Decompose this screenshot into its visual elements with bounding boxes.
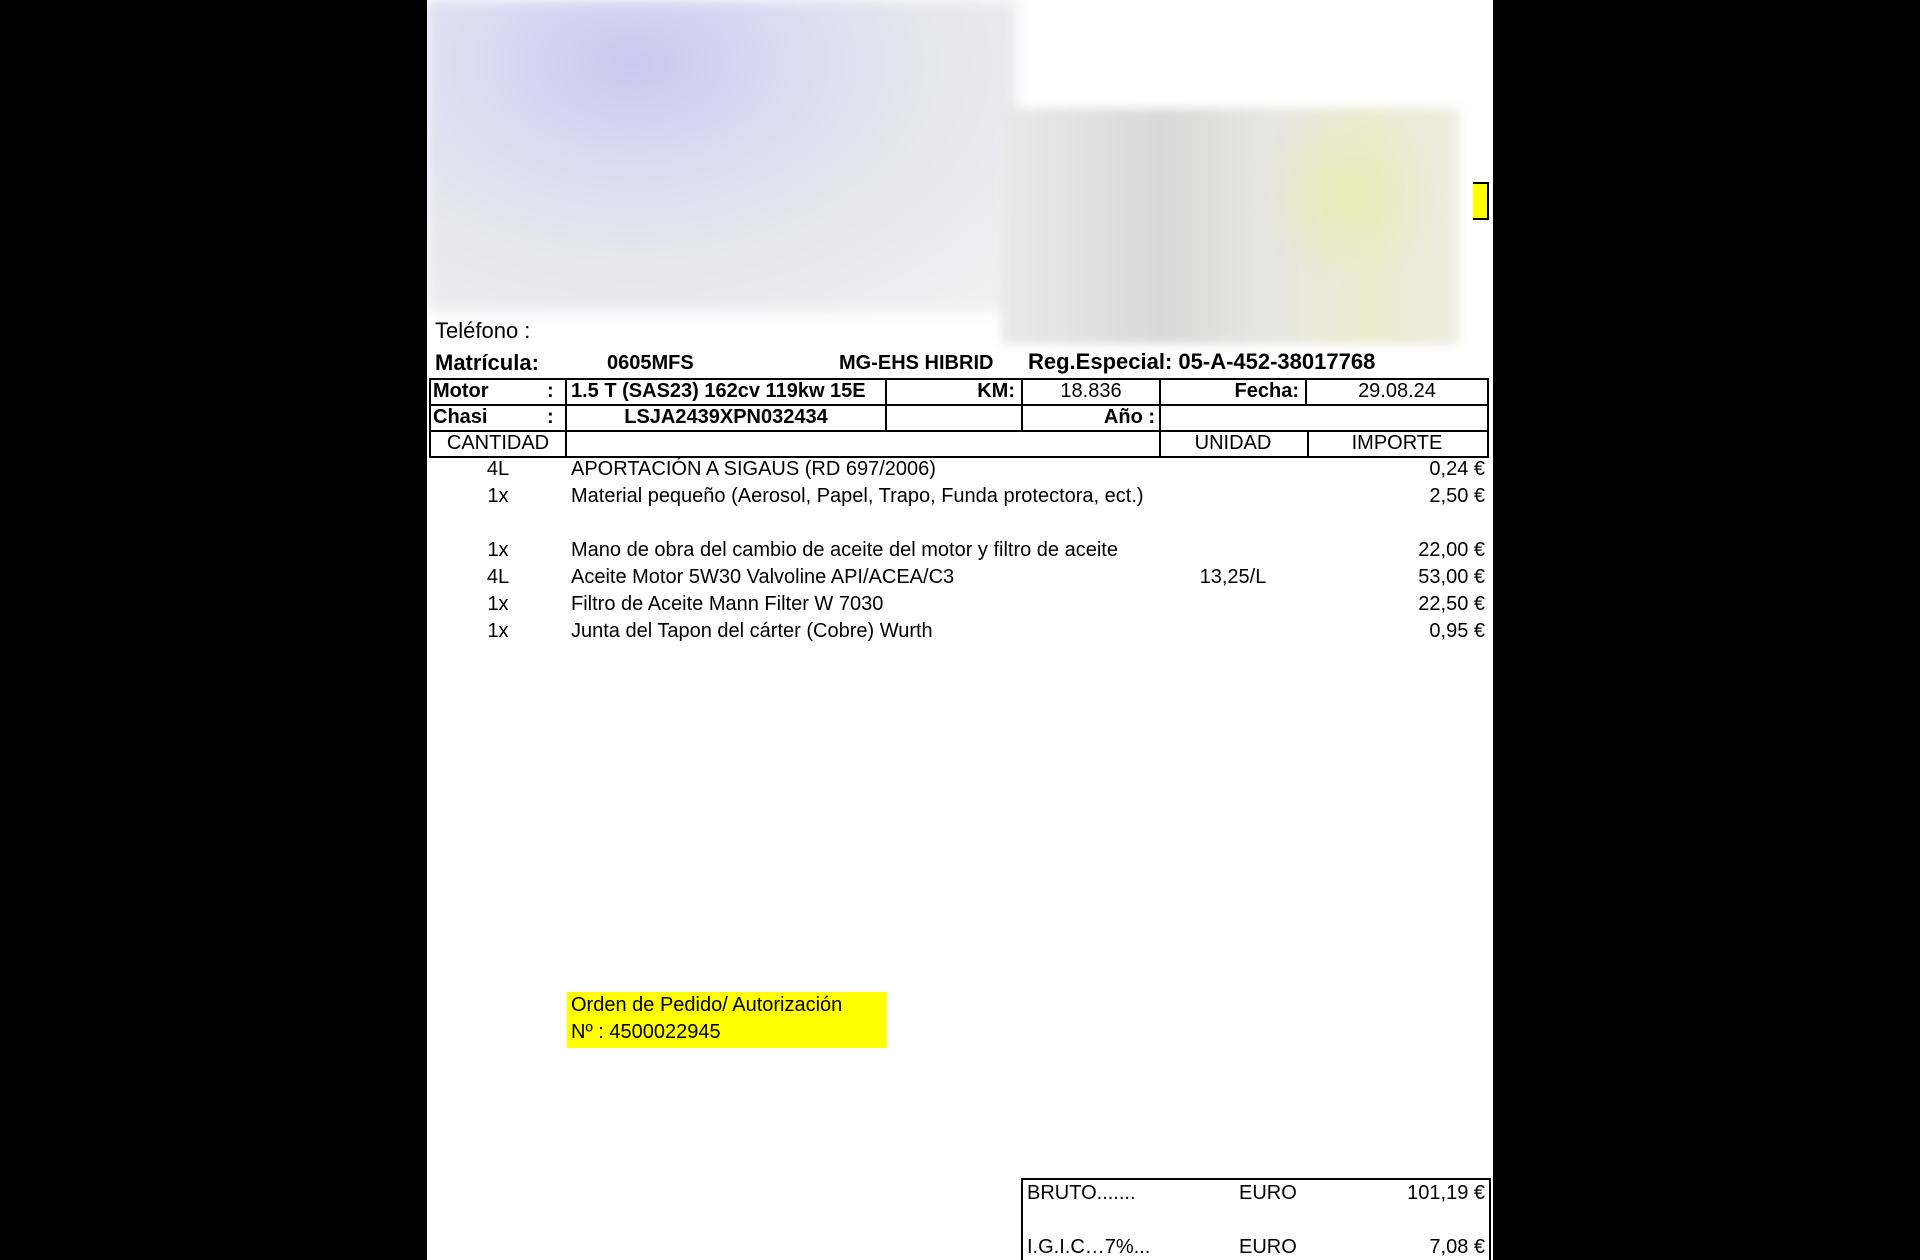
item-amount: 0,24 € <box>1429 458 1485 480</box>
item-qty: 4L <box>486 458 510 480</box>
item-description: Aceite Motor 5W30 Valvoline API/ACEA/C3 <box>571 566 955 588</box>
igic-currency: EURO <box>1239 1236 1297 1258</box>
item-qty: 1x <box>487 593 509 615</box>
bruto-currency: EURO <box>1239 1182 1297 1204</box>
reg-especial: Reg.Especial: 05-A-452-38017768 <box>1028 349 1376 374</box>
item-qty: 1x <box>487 620 509 642</box>
item-amount: 22,00 € <box>1418 539 1485 561</box>
vehicle-model: MG-EHS HIBRID <box>839 352 994 374</box>
invoice-page <box>427 0 1493 1260</box>
order-line-2: Nº : 4500022945 <box>571 1021 721 1043</box>
bruto-label: BRUTO....... <box>1027 1182 1136 1204</box>
header-unidad: UNIDAD <box>1194 432 1272 454</box>
header-cantidad: CANTIDAD <box>446 432 550 454</box>
item-description: Filtro de Aceite Mann Filter W 7030 <box>571 593 884 615</box>
motor-colon: : <box>547 380 554 402</box>
bruto-value: 101,19 € <box>1407 1182 1485 1204</box>
fecha-value: 29.08.24 <box>1358 380 1436 402</box>
item-description: APORTACIÓN A SIGAUS (RD 697/2006) <box>571 458 936 480</box>
item-unit: 13,25/L <box>1199 566 1267 588</box>
header-importe: IMPORTE <box>1351 432 1443 454</box>
item-amount: 0,95 € <box>1429 620 1485 642</box>
yellow-marker <box>1473 182 1489 220</box>
igic-value: 7,08 € <box>1429 1236 1485 1258</box>
motor-label: Motor <box>433 380 489 402</box>
matricula-label: Matrícula: <box>435 350 539 375</box>
item-description: Mano de obra del cambio de aceite del motor y filtro de aceite <box>571 539 1118 561</box>
item-amount: 53,00 € <box>1418 566 1485 588</box>
item-amount: 2,50 € <box>1429 485 1485 507</box>
blurred-highlight-area <box>1247 120 1447 270</box>
item-amount: 22,50 € <box>1418 593 1485 615</box>
chasis-colon: : <box>547 406 554 428</box>
order-line-1: Orden de Pedido/ Autorización <box>571 994 843 1016</box>
motor-value: 1.5 T (SAS23) 162cv 119kw 15E <box>571 380 866 402</box>
item-description: Material pequeño (Aerosol, Papel, Trapo, Funda protectora, ect.) <box>571 485 1144 507</box>
km-label: KM: <box>977 380 1015 402</box>
item-qty: 4L <box>486 566 510 588</box>
item-qty: 1x <box>487 485 509 507</box>
chasis-label: Chasi <box>433 406 488 428</box>
telefono-label: Teléfono : <box>435 318 531 343</box>
ano-label: Año : <box>1103 406 1155 428</box>
km-value: 18.836 <box>1060 380 1122 402</box>
item-qty: 1x <box>487 539 509 561</box>
chasis-value: LSJA2439XPN032434 <box>624 406 828 428</box>
igic-label: I.G.I.C…7%... <box>1027 1236 1151 1258</box>
fecha-label: Fecha: <box>1234 380 1299 402</box>
item-description: Junta del Tapon del cárter (Cobre) Wurth <box>571 620 933 642</box>
matricula-value: 0605MFS <box>607 352 694 374</box>
blurred-logo-area <box>427 0 1017 312</box>
